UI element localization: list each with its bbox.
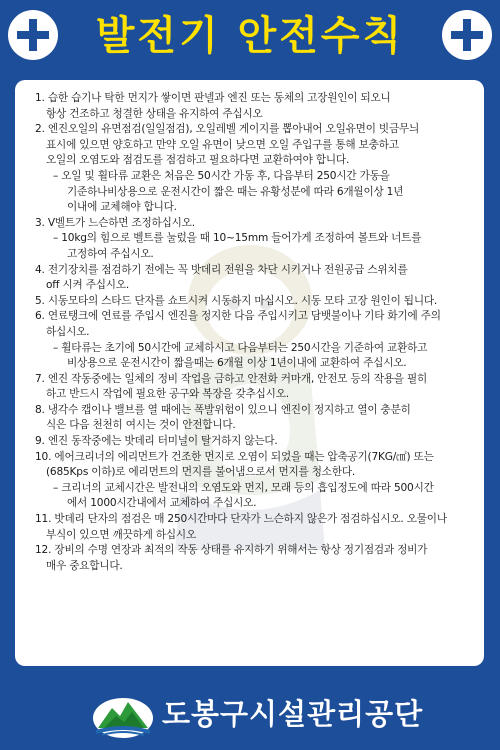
- footer: [0, 668, 500, 750]
- page-title: 발전기 안전수칙: [95, 13, 405, 59]
- rules-panel: [15, 80, 484, 666]
- rule-subitem: [35, 481, 474, 512]
- rule-item: [35, 372, 474, 403]
- rule-line: – 크리너의 교체시간은 발전내의 오염도와 먼지, 모래 등의 흡입정도에 따라 500시간: [53, 481, 434, 494]
- organization-name: 도봉구시설관리공단: [162, 697, 424, 731]
- rule-line: 2. 엔진오일의 유면점검(일일점검), 오일레벨 게이지를 뽑아내어 오일유면이 빗금무늬: [35, 123, 420, 136]
- rule-line: 고정하여 주십시오.: [67, 247, 154, 260]
- rule-line: 5. 시동모타의 스타드 단자를 쇼트시켜 시동하지 마십시오. 시동 모타 고장 원인이 됩니다.: [35, 294, 438, 307]
- rule-line: 3. V벨트가 느슨하면 조정하십시오.: [35, 216, 195, 229]
- rule-line: 식은 다음 천천히 여시는 것이 안전합니다.: [46, 419, 236, 432]
- rule-subitem: [35, 341, 474, 372]
- rule-line: 매우 중요합니다.: [46, 559, 123, 572]
- header: [0, 0, 500, 80]
- rule-item: [35, 512, 474, 543]
- rules-list: [15, 80, 484, 574]
- rule-line: – 휠타류는 초기에 50시간에 교체하시고 다음부터는 250시간을 기준하여 교환하고: [53, 341, 428, 354]
- rule-line: – 오일 및 휠타류 교환은 처음은 50시간 가동 후, 다음부터 250시간 가동을: [53, 169, 390, 182]
- rule-line: 10. 에어크리너의 에리먼트가 건조한 먼지로 오염이 되었을 때는 압축공기(7KG/㎠) 또는: [35, 450, 434, 463]
- cross-icon: [442, 10, 492, 60]
- rule-line: 4. 전기장치를 점검하기 전에는 꼭 밧데리 전원을 차단 시키거나 전원공급 스위치를: [35, 263, 408, 276]
- rule-line: 표시에 있으면 양호하고 만약 오일 유면이 낮으면 오일 주입구를 통해 보충하고: [46, 138, 399, 151]
- rule-line: 기준하나비상용으로 운전시간이 짧은 때는 유황성분에 따라 6개월이상 1년: [67, 185, 404, 198]
- rule-line: 하고 반드시 작업에 필요한 공구와 복장을 갖추십시오.: [46, 388, 289, 401]
- rule-item: [35, 309, 474, 340]
- rule-line: 부식이 있으면 깨끗하게 하십시오: [46, 528, 196, 541]
- rule-subitem: [35, 231, 474, 262]
- rule-item: [35, 294, 474, 310]
- rule-line: 7. 엔진 작동중에는 일체의 정비 작업을 금하고 안전화 커마개, 안전모 등의 작용을 필히: [35, 372, 428, 385]
- mountain-logo-icon: [92, 694, 154, 738]
- rule-line: 9. 엔진 동작중에는 밧데리 터미널이 탈거하지 않는다.: [35, 435, 278, 448]
- rule-line: 6. 연료탱크에 연료를 주입시 엔진을 정지한 다음 주입시키고 담뱃불이나 기타 화기에 주의: [35, 310, 441, 323]
- rule-line: 에서 1000시간내에서 교체하여 주십시오.: [67, 497, 257, 510]
- rule-item: [35, 122, 474, 169]
- rule-item: [35, 91, 474, 122]
- rule-line: 비상용으로 운전시간이 짧을때는 6개월 이상 1년이내에 교환하여 주십시오.: [67, 357, 407, 370]
- rule-line: 8. 냉각수 캡이나 밸브를 열 때에는 폭발위험이 있으니 엔진이 정지하고 열이 충분히: [35, 403, 411, 416]
- rule-item: [35, 216, 474, 232]
- rule-line: off 시켜 주십시오.: [46, 279, 130, 292]
- rule-line: 11. 밧데리 단자의 점검은 매 250시간마다 단자가 느슨하지 않은가 점검하십시오. 오물이나: [35, 513, 447, 526]
- rule-item: [35, 263, 474, 294]
- rule-line: 항상 건조하고 청결한 상태을 유지하여 주십시오: [46, 107, 263, 120]
- rule-subitem: [35, 169, 474, 216]
- rule-line: 이내에 교체해야 합니다.: [67, 201, 177, 214]
- cross-icon: [8, 10, 58, 60]
- rule-item: [35, 434, 474, 450]
- rule-item: [35, 450, 474, 481]
- rule-item: [35, 403, 474, 434]
- rule-line: 12. 장비의 수명 연장과 최적의 작동 상태를 유지하기 위해서는 항상 정기점검과 정비가: [35, 544, 428, 557]
- rule-line: 하십시오.: [46, 325, 90, 338]
- rule-line: 1. 습한 습기나 탁한 먼지가 쌓이면 판넬과 엔진 또는 동체의 고장원인이 되오니: [35, 92, 391, 104]
- rule-line: (685Kps 이하)로 에리먼트의 먼지를 불어냄으로서 먼지를 청소한다.: [46, 466, 356, 479]
- rule-line: – 10kg의 힘으로 벨트를 눌렀을 때 10~15mm 들어가게 조정하여 볼트와 너트를: [53, 232, 422, 245]
- rule-line: 오일의 오염도와 점검도를 점검하고 필요하다면 교환하여야 합니다.: [46, 154, 350, 167]
- rule-item: [35, 543, 474, 574]
